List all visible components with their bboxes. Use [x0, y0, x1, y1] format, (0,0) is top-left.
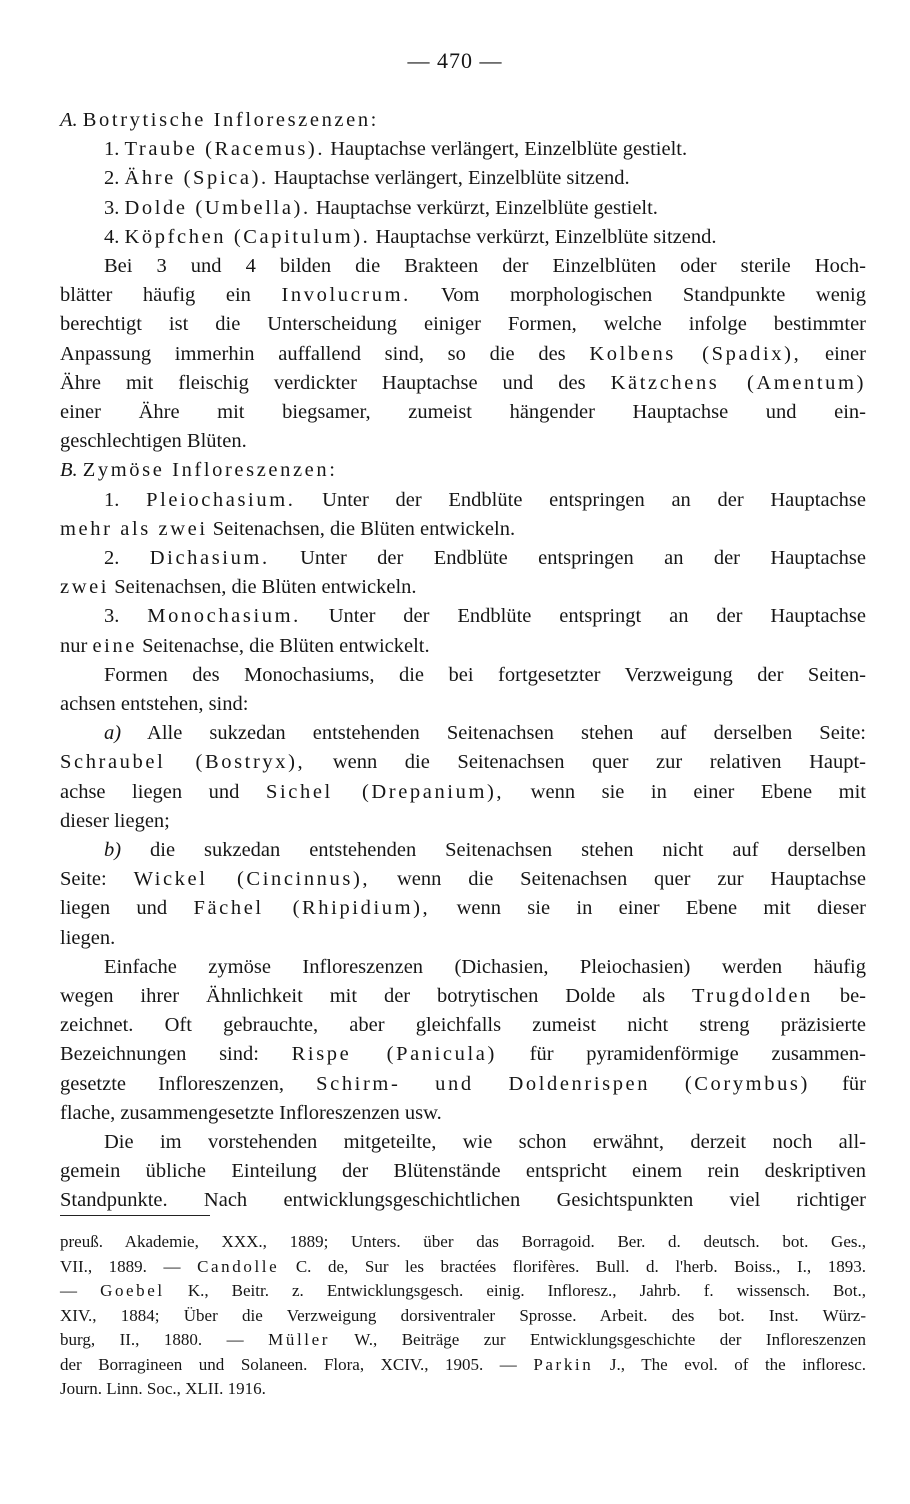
text-run: Standpunkte. Nach entwicklungsgeschichtlichen Gesichtspunkten viel richtiger — [60, 1189, 866, 1212]
text-run: die sukzedan entstehenden Seitenachsen stehen nicht auf derselben — [121, 839, 866, 861]
text-line — [104, 662, 866, 688]
footnote-line — [60, 1328, 866, 1351]
text-line — [60, 895, 866, 921]
text-line — [60, 311, 866, 337]
text-run: wenn die Seitenachsen quer zur Hauptachse — [370, 868, 867, 891]
text-run: wenn sie in einer Ebene mit dieser — [430, 897, 867, 920]
text-line — [60, 925, 866, 951]
text-line — [104, 1129, 866, 1155]
text-run: preuß. Akademie, XXX., 1889; Unters. über das Borragoid. Ber. d. deutsch. bot. Ges., — [60, 1232, 866, 1251]
text-run: be- — [812, 985, 866, 1007]
text-line — [104, 136, 866, 162]
text-run: gemein übliche Einteilung der Blütenstände entspricht einem rein deskriptiven — [60, 1160, 866, 1183]
text-line — [60, 1158, 866, 1184]
text-run: Formen des Monochasiums, die bei fortgesetzter Verzweigung der Seiten- — [104, 663, 866, 686]
text-run: wenn die Seitenachsen quer zur relativen Haupt- — [305, 751, 866, 774]
text-line — [60, 1041, 866, 1067]
text-run: Einfache zymöse Infloreszenzen (Dichasien, Pleiochasien) werden häufig — [104, 955, 866, 978]
page-number: — 470 — — [407, 48, 503, 73]
text-line — [60, 516, 866, 542]
text-run: Unter der Endblüte entspringen an der Hauptachse — [295, 488, 867, 511]
text-run: 3. — [104, 196, 125, 219]
spaced-term: Rispe (Panicula) — [291, 1043, 497, 1066]
text-run: Unter der Endblüte entspringt an der Hauptachse — [300, 605, 866, 628]
spaced-term: Kolbens (Spadix), — [589, 342, 802, 365]
text-run: XIV., 1884; Über die Verzweigung dorsiventraler Sprosse. Arbeit. des bot. Inst. Würz- — [60, 1305, 866, 1325]
text-line — [60, 691, 866, 717]
footnote-line — [60, 1230, 866, 1253]
text-run: Hauptachse verlängert, Einzelblüte gestielt. — [325, 138, 688, 161]
text-run: Hauptachse verkürzt, Einzelblüte gestielt. — [310, 196, 658, 219]
text-run: einer Ähre mit biegsamer, zumeist hängender Hauptachse und ein- — [60, 401, 866, 423]
text-line — [60, 1012, 866, 1038]
text-line — [60, 341, 866, 367]
footnote-line — [60, 1279, 866, 1302]
text-run: gesetzte Infloreszenzen, — [60, 1072, 317, 1095]
text-run: Die im vorstehenden mitgeteilte, wie schon erwähnt, derzeit noch all- — [104, 1131, 866, 1153]
spaced-term: Monochasium. — [147, 605, 301, 628]
text-line — [60, 1071, 866, 1097]
text-run: Seitenachsen, die Blüten entwickeln. — [109, 576, 417, 599]
spaced-term: Zymöse Infloreszenzen: — [82, 459, 338, 482]
text-run: Seite: — [60, 868, 134, 891]
text-run: burg, II., 1880. — — [60, 1330, 269, 1349]
text-line — [104, 837, 866, 863]
text-line — [60, 1100, 866, 1126]
text-run: Bezeichnungen sind: — [60, 1043, 292, 1066]
text-line — [104, 545, 866, 571]
text-line — [60, 866, 866, 892]
text-run: VII., 1889. — — [60, 1256, 198, 1276]
text-run: Alle sukzedan entstehenden Seitenachsen stehen auf derselben Seite: — [121, 722, 866, 745]
text-run: Hauptachse verkürzt, Einzelblüte sitzend. — [370, 225, 717, 248]
text-line — [60, 983, 866, 1009]
text-run: 3. — [104, 605, 148, 628]
text-run: Journ. Linn. Soc., XLII. 1916. — [60, 1379, 266, 1398]
text-line — [104, 720, 866, 746]
italic-marker: A. — [60, 109, 78, 131]
spaced-term: eine — [92, 634, 137, 657]
text-run: liegen. — [60, 926, 116, 949]
text-line — [60, 370, 866, 396]
text-run: nur — [60, 634, 93, 657]
text-run: C. de, Sur les bractées florifères. Bull. d. l'herb. Boiss., I., 1893. — [279, 1256, 866, 1276]
text-run: Ähre mit fleischig verdickter Hauptachse und des — [60, 371, 611, 394]
text-run: achse liegen und — [60, 780, 266, 803]
text-run: der Borragineen und Solaneen. Flora, XCIV., 1905. — — [60, 1354, 534, 1374]
spaced-term: Kätzchens (Amentum) — [610, 371, 866, 394]
text-run: Anpassung immerhin auffallend sind, so die des — [60, 342, 590, 365]
text-run: W., Beiträge zur Entwicklungsgeschichte der Infloreszenzen — [330, 1330, 866, 1349]
text-run: flache, zusammengesetzte Infloreszenzen usw. — [60, 1101, 442, 1124]
spaced-term: Wickel (Cincinnus), — [133, 868, 371, 891]
footnote-line — [60, 1304, 866, 1327]
text-line — [60, 399, 866, 425]
spaced-term: Sichel (Drepanium), — [265, 780, 505, 803]
text-line — [104, 224, 866, 250]
spaced-term: Schirm- und Doldenrispen (Corymbus) — [316, 1072, 810, 1095]
text-line — [60, 107, 866, 133]
text-run: einer — [801, 342, 866, 365]
text-line — [60, 428, 866, 454]
text-run: für — [809, 1072, 867, 1095]
text-line — [60, 1187, 866, 1213]
text-run: dieser liegen; — [60, 809, 170, 832]
text-line — [104, 165, 866, 191]
italic-marker: B. — [60, 459, 78, 482]
spaced-term: Candolle — [197, 1256, 280, 1276]
text-run: Hauptachse verlängert, Einzelblüte sitzend. — [268, 167, 630, 190]
spaced-term: Dichasium. — [149, 547, 270, 569]
text-line — [60, 779, 866, 805]
text-run: Bei 3 und 4 bilden die Brakteen der Einzelblüten oder sterile Hoch- — [104, 255, 866, 277]
spaced-term: Traube (Racemus). — [124, 138, 326, 161]
text-run: blätter häufig ein — [60, 284, 282, 307]
footnote-line — [60, 1377, 866, 1400]
text-run: 1. — [104, 488, 147, 511]
text-run: Vom morphologischen Standpunkte wenig — [410, 284, 866, 307]
spaced-term: Schraubel (Bostryx), — [60, 751, 306, 774]
text-run: Seitenachse, die Blüten entwickelt. — [137, 634, 430, 657]
text-run: 4. — [104, 225, 125, 248]
spaced-term: Trugdolden — [691, 985, 813, 1007]
text-run: 2. — [104, 547, 150, 569]
spaced-term: Involucrum. — [281, 284, 411, 307]
spaced-term: Botrytische Infloreszenzen: — [82, 109, 379, 131]
text-run: Seitenachsen, die Blüten entwickeln. — [207, 517, 516, 540]
text-run: — — [60, 1281, 101, 1300]
text-run: J., The evol. of the infloresc. — [593, 1354, 866, 1374]
italic-marker: b) — [104, 839, 122, 861]
text-run: berechtigt ist die Unterscheidung einiger Formen, welche infolge bestimmter — [60, 313, 866, 336]
text-line — [104, 253, 866, 279]
text-run: Unter der Endblüte entspringen an der Hauptachse — [269, 547, 867, 569]
text-run: K., Beitr. z. Entwicklungsgesch. einig. Infloresz., Jahrb. f. wissensch. Bot., — [164, 1281, 867, 1300]
text-run: 2. — [104, 167, 125, 190]
spaced-term: Fächel (Rhipidium), — [193, 897, 431, 920]
text-run: liegen und — [60, 897, 194, 920]
text-line — [104, 195, 866, 221]
text-line — [104, 954, 866, 980]
text-run: geschlechtigen Blüten. — [60, 430, 247, 453]
text-run: 1. — [104, 138, 125, 161]
text-line — [60, 633, 866, 659]
spaced-term: zwei — [60, 576, 110, 599]
text-run: wegen ihrer Ähnlichkeit mit der botrytischen Dolde als — [60, 985, 692, 1007]
text-line — [104, 603, 866, 629]
spaced-term: Goebel — [100, 1281, 165, 1300]
text-line — [60, 808, 866, 834]
text-run: zeichnet. Oft gebrauchte, aber gleichfalls zumeist nicht streng präzisierte — [60, 1014, 866, 1037]
text-run: achsen entstehen, sind: — [60, 693, 249, 715]
footnote-rule — [60, 1215, 210, 1216]
text-line — [104, 487, 866, 513]
italic-marker: a) — [104, 722, 122, 745]
spaced-term: Parkin — [533, 1354, 594, 1374]
spaced-term: Dolde (Umbella). — [124, 196, 311, 219]
spaced-term: Köpfchen (Capitulum). — [124, 225, 371, 248]
text-line — [60, 282, 866, 308]
text-line — [60, 749, 866, 775]
spaced-term: mehr als zwei — [60, 517, 208, 540]
text-run: wenn sie in einer Ebene mit — [504, 780, 866, 803]
spaced-term: Pleiochasium. — [146, 488, 296, 511]
spaced-term: Müller — [268, 1330, 331, 1349]
spaced-term: Ähre (Spica). — [124, 167, 269, 190]
footnote-line — [60, 1353, 866, 1376]
text-line — [60, 574, 866, 600]
text-line — [60, 457, 866, 483]
footnote-line — [60, 1255, 866, 1278]
text-run: für pyramidenförmige zusammen- — [496, 1043, 866, 1066]
